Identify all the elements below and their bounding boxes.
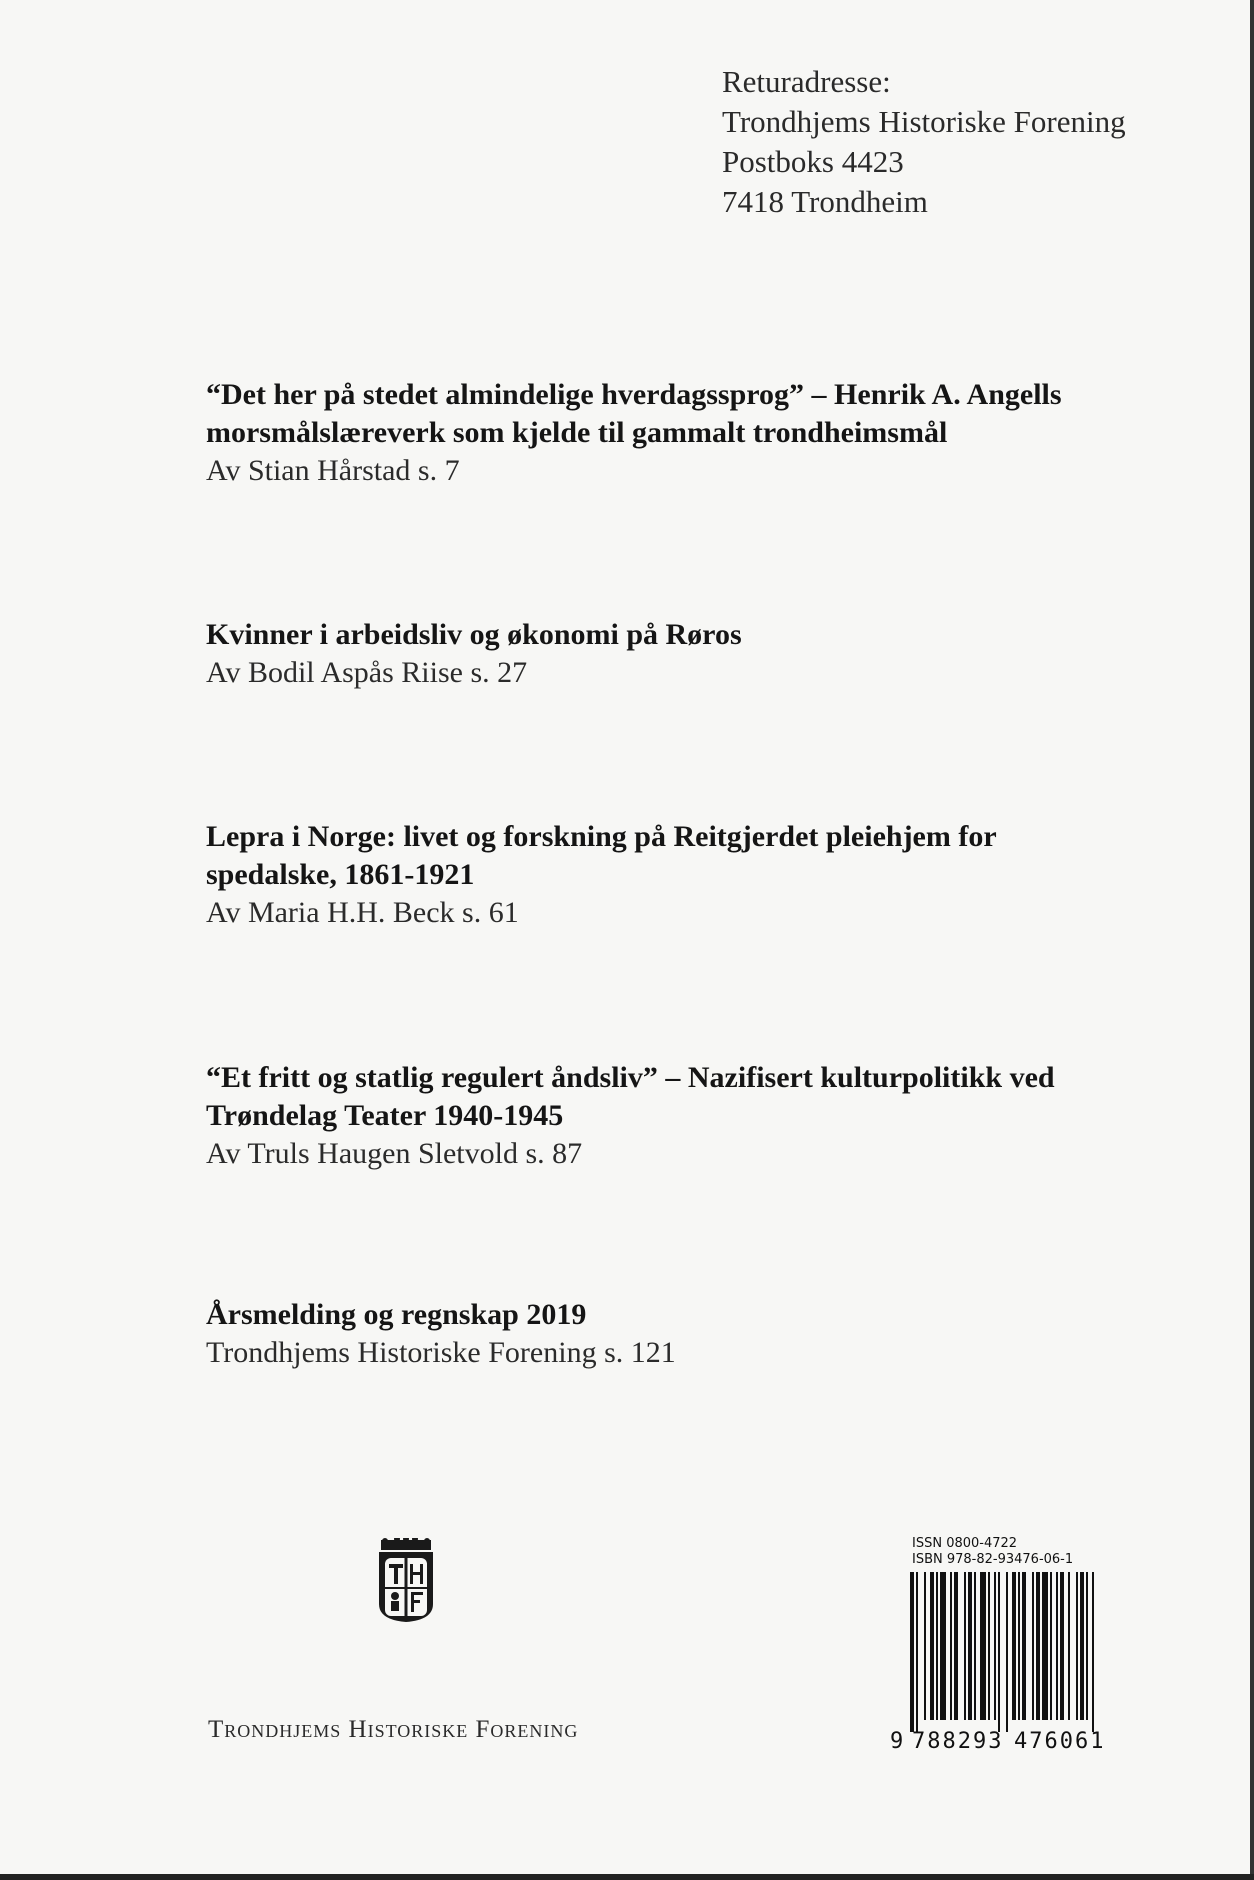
entry-title-line: Kvinner i arbeidsliv og økonomi på Røros xyxy=(206,618,742,651)
entry-byline: Av Stian Hårstad s. 7 xyxy=(206,454,460,487)
entry-byline: Av Bodil Aspås Riise s. 27 xyxy=(206,656,528,689)
entry-title-line: Lepra i Norge: livet og forskning på Reitgjerdet pleiehjem for xyxy=(206,820,997,853)
publisher-name: Trondhjems Historiske Forening xyxy=(208,1716,579,1743)
toc-entry xyxy=(206,376,1156,490)
entry-title-line: morsmålslæreverk som kjelde til gammalt trondheimsmål xyxy=(206,416,948,449)
entry-title-line: “Det her på stedet almindelige hverdagssprog” – Henrik A. Angells xyxy=(206,378,1062,411)
return-address-city: 7418 Trondheim xyxy=(722,184,928,219)
entry-title-line: Trøndelag Teater 1940-1945 xyxy=(206,1099,564,1132)
return-address-pobox: Postboks 4423 xyxy=(722,144,904,179)
barcode-digit-lead: 9 xyxy=(890,1729,904,1752)
return-address xyxy=(722,62,1126,222)
entry-title-line: Årsmelding og regnskap 2019 xyxy=(206,1298,587,1331)
page-edge-bottom xyxy=(0,1874,1254,1880)
entry-title-line: spedalske, 1861-1921 xyxy=(206,858,475,891)
toc-entry xyxy=(206,1296,1156,1372)
issn-text: ISSN 0800-4722 xyxy=(912,1536,1018,1551)
barcode-block xyxy=(882,1536,1132,1751)
entry-byline: Trondhjems Historiske Forening s. 121 xyxy=(206,1336,676,1369)
barcode-digits-left: 788293 xyxy=(912,1729,1004,1752)
isbn-barcode xyxy=(882,1572,1132,1752)
toc-entry xyxy=(206,1059,1156,1173)
return-address-label: Returadresse: xyxy=(722,64,891,99)
page-edge xyxy=(1250,0,1254,1880)
toc-entry xyxy=(206,818,1156,932)
society-emblem-icon xyxy=(375,1538,437,1622)
isbn-text: ISBN 978-82-93476-06-1 xyxy=(912,1552,1074,1567)
toc-entry xyxy=(206,616,1156,692)
entry-byline: Av Truls Haugen Sletvold s. 87 xyxy=(206,1137,583,1170)
barcode-digits-right: 476061 xyxy=(1014,1729,1106,1752)
entry-byline: Av Maria H.H. Beck s. 61 xyxy=(206,896,519,929)
return-address-org: Trondhjems Historiske Forening xyxy=(722,104,1126,139)
entry-title-line: “Et fritt og statlig regulert åndsliv” – Nazifisert kulturpolitikk ved xyxy=(206,1061,1055,1094)
